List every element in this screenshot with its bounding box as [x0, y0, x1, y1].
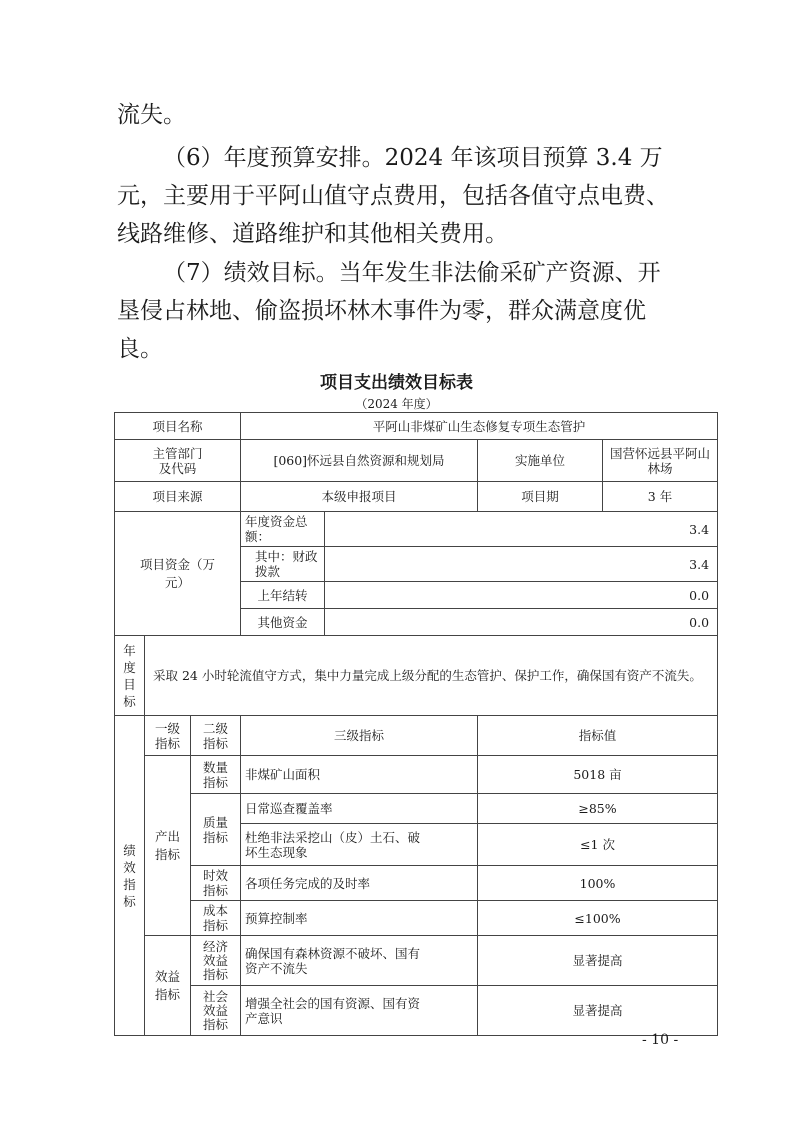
page-number: - 10 - [642, 1032, 679, 1048]
header-level2: 二级指标 [191, 716, 241, 756]
header-value: 指标值 [478, 716, 718, 756]
indicator-value: 100% [478, 866, 718, 901]
funds-carryover-value: 0.0 [325, 582, 718, 609]
table-subtitle: （2024 年度） [355, 397, 438, 411]
funds-carryover-label: 上年结转 [241, 582, 325, 609]
indicator-name: 预算控制率 [241, 901, 478, 936]
benefit-indicator-label: 效益指标 [145, 936, 191, 1036]
output-indicator-label: 产出指标 [145, 756, 191, 936]
table-row [115, 986, 718, 1036]
cost-indicator-label: 成本指标 [191, 901, 241, 936]
table-row [115, 636, 718, 716]
indicator-value: 5018 亩 [478, 756, 718, 794]
table-row [115, 901, 718, 936]
timeliness-indicator-label: 时效指标 [191, 866, 241, 901]
funds-other-label: 其他资金 [241, 609, 325, 636]
indicator-name: 日常巡查覆盖率 [241, 794, 478, 824]
impl-unit-label: 实施单位 [478, 440, 603, 482]
table-row [115, 794, 718, 824]
table-row [115, 866, 718, 901]
paragraph-1: 流失。 [117, 102, 186, 128]
quantity-indicator-label: 数量指标 [191, 756, 241, 794]
funds-other-value: 0.0 [325, 609, 718, 636]
indicator-value: ≥85% [478, 794, 718, 824]
indicator-name: 各项任务完成的及时率 [241, 866, 478, 901]
impl-unit-value: 国营怀远县平阿山林场 [603, 440, 718, 482]
social-benefit-label: 社会效益指标 [191, 986, 241, 1036]
table-row [115, 413, 718, 440]
indicator-name: 确保国有森林资源不破坏、国有资产不流失 [241, 936, 478, 986]
source-label: 项目来源 [115, 482, 241, 512]
indicator-value: ≤100% [478, 901, 718, 936]
table-row [115, 512, 718, 547]
funds-fiscal-label: 其中：财政拨款 [241, 547, 325, 582]
period-value: 3 年 [603, 482, 718, 512]
table-row [115, 440, 718, 482]
annual-goal-text: 采取 24 小时轮流值守方式，集中力量完成上级分配的生态管护、保护工作，确保国有资产不流失。 [145, 636, 718, 716]
table-title: 项目支出绩效目标表 [320, 373, 473, 393]
dept-value: [060]怀远县自然资源和规划局 [241, 440, 478, 482]
paragraph-goal: （7）绩效目标。当年发生非法偷采矿产资源、开垦侵占林地、偷盗损坏林木事件为零，群众满意度优良。 [117, 260, 661, 362]
indicator-name: 杜绝非法采挖山（皮）土石、破坏生态现象 [241, 824, 478, 866]
annual-goal-label: 年度目标 [115, 636, 145, 716]
quality-indicator-label: 质量指标 [191, 794, 241, 866]
table-row [115, 756, 718, 794]
funds-total-value: 3.4 [325, 512, 718, 547]
perf-indicator-label: 绩效指标 [115, 716, 145, 1036]
header-level1: 一级指标 [145, 716, 191, 756]
indicator-value: 显著提高 [478, 936, 718, 986]
funds-total-label: 年度资金总额： [241, 512, 325, 547]
economic-benefit-label: 经济效益指标 [191, 936, 241, 986]
table-row [115, 936, 718, 986]
indicator-name: 增强全社会的国有资源、国有资产意识 [241, 986, 478, 1036]
indicator-value: 显著提高 [478, 986, 718, 1036]
funds-fiscal-value: 3.4 [325, 547, 718, 582]
table-row [115, 482, 718, 512]
funds-label: 项目资金（万元） [115, 512, 241, 636]
indicator-value: ≤1 次 [478, 824, 718, 866]
paragraph-budget: （6）年度预算安排。2024 年该项目预算 3.4 万元，主要用于平阿山值守点费用，包括各值守点电费、线路维修、道路维护和其他相关费用。 [117, 145, 669, 247]
dept-label: 主管部门及代码 [115, 440, 241, 482]
performance-target-table [114, 412, 718, 1036]
period-label: 项目期 [478, 482, 603, 512]
table-row [115, 716, 718, 756]
source-value: 本级申报项目 [241, 482, 478, 512]
project-name-label: 项目名称 [115, 413, 241, 440]
indicator-name: 非煤矿山面积 [241, 756, 478, 794]
project-name-value: 平阿山非煤矿山生态修复专项生态管护 [241, 413, 718, 440]
header-level3: 三级指标 [241, 716, 478, 756]
